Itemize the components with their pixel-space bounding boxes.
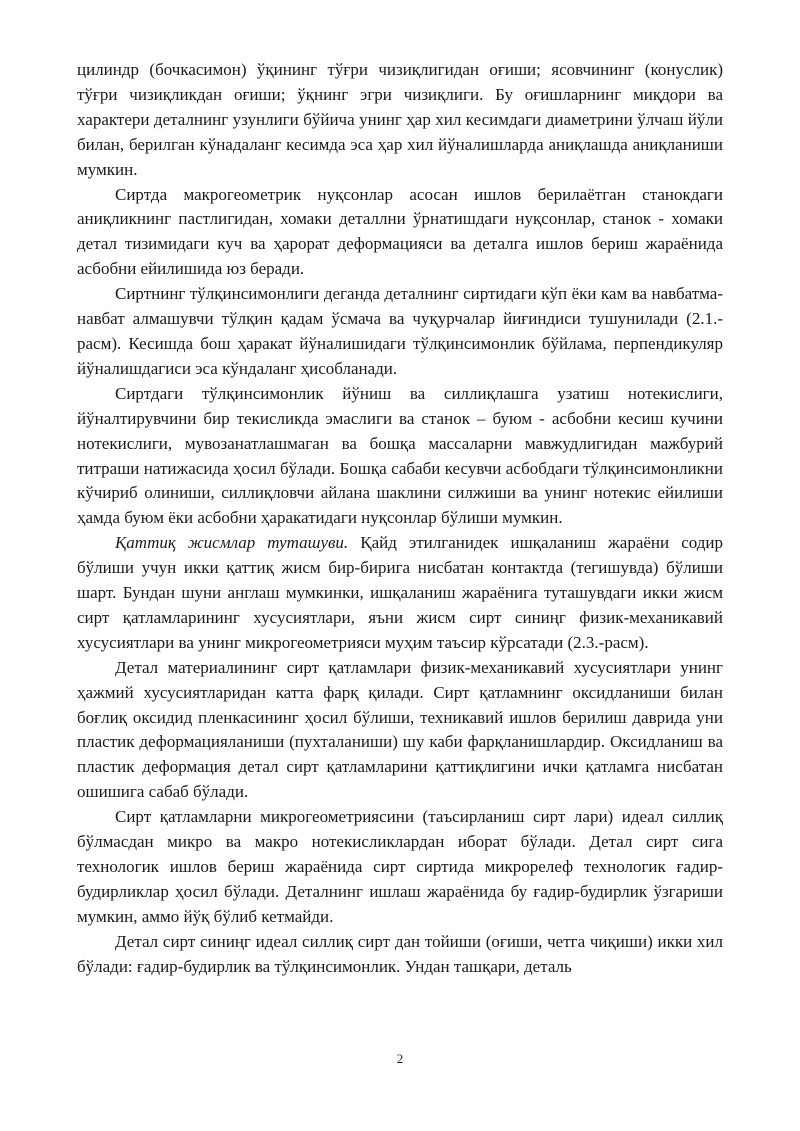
document-body: [77, 58, 723, 980]
page-number: 2: [396, 1051, 404, 1066]
paragraph-7: [77, 805, 723, 930]
paragraph-5: [77, 531, 723, 656]
paragraph-text: Қайд этилганидек ишқаланиш жараёни содир бўлиши учун икки қаттиқ жисм бир-бирига нисбатан контактда (тегишувда) бўлиши шарт. Бундан шуни англаш мумкинки, ишқаланиш жараёнига туташувдаги икки жисм сирт қатламларининг хусусиятлари, яъни жисм сирт синиңг физик-механикавий хусусиятлари ва унинг микрогеометрияси муҳим таъсир кўрсатади (2.3.-расм).: [77, 533, 723, 652]
paragraph-text: Сиртдаги тўлқинсимонлик йўниш ва силлиқлашга узатиш нотекислиги, йўналтирувчини бир текисликда эмаслиги ва станок – буюм - асбобни кесиш кучини нотекислиги, мувозанатлашмаган ва бошқа массаларни мавжудлигидан мажбурий титраши натижасида ҳосил бўлади. Бошқа сабаби кесувчи асбобдаги тўлқинсимонликни кўчириб олиниши, силлиқловчи айлана шаклини силжиши ва унинг нотекис ейилиши ҳамда буюм ёки асбобни ҳаракатидаги нуқсонлар бўлиши мумкин.: [77, 383, 723, 528]
paragraph-text: Сирт қатламларни микрогеометриясини (таъсирланиш сирт лари) идеал силлиқ бўлмасдан микро ва макро нотекисликлардан иборат бўлади. Детал сирт сига технологик ишлов бериш жараёнида сирт сиртида микрорелеф технологик ғадир-будирликлар ҳосил бўлади. Деталнинг ишлаш жараёнида бу ғадир-будирлик ўзгариши мумкин, аммо йўқ бўлиб кетмайди.: [77, 807, 723, 926]
paragraph-text: Детал сирт синиңг идеал силлиқ сирт дан тойиши (оғиши, четга чиқиши) икки хил бўлади: ғадир-будирлик ва тўлқинсимонлик. Ундан ташқари, деталь: [77, 931, 723, 976]
paragraph-8: [77, 930, 723, 980]
paragraph-6: [77, 656, 723, 805]
paragraph-4: [77, 382, 723, 531]
paragraph-text: Сиртда макрогеометрик нуқсонлар асосан ишлов берилаётган станокдаги аниқликнинг пастлигидан, хомаки деталлни ўрнатишдаги нуқсонлар, станок - хомаки детал тизимидаги куч ва ҳарорат деформацияси ва деталга ишлов бериш жараёнида асбобни ейилишида юз беради.: [77, 184, 723, 279]
paragraph-2: [77, 183, 723, 283]
paragraph-text: цилиндр (бочкасимон) ўқининг тўғри чизиқлигидан оғиши; ясовчининг (конуслик) тўғри чизиқликдан оғиши; ўқнинг эгри чизиқлиги. Бу оғишларнинг миқдори ва характери деталнинг узунлиги бўйича унинг ҳар хил кесимдаги диаметрини ўлчаш йўли билан, берилган кўнадаланг кесимда эса ҳар хил йўналишларда аниқлашда аниқланиши мумкин.: [77, 60, 723, 179]
paragraph-text: Детал материалининг сирт қатламлари физик-механикавий хусусиятлари унинг ҳажмий хусусиятларидан катта фарқ қилади. Сирт қатламнинг оксидланиши билан боғлиқ оксидид пленкасининг ҳосил бўлиши, техникавий ишлов берилиш даврида уни пластик деформацияланиши (пухталаниши) шу каби фарқланишлардир. Оксидланиш ва пластик деформация детал сирт қатламларини қаттиқлигини ички қатламга нисбатан ошишига сабаб бўлади.: [77, 657, 723, 802]
paragraph-3: [77, 282, 723, 382]
paragraph-1: [77, 58, 723, 183]
paragraph-italic-lead: Қаттиқ жисмлар туташуви.: [115, 533, 349, 553]
paragraph-text: Сиртнинг тўлқинсимонлиги деганда деталнинг сиртидаги кўп ёки кам ва навбатма-навбат алмашувчи тўлқин қадам ўсмача ва чуқурчалар йиғиндиси тушунилади (2.1.-расм). Кесишда бош ҳаракат йўналишидаги тўлқинсимонлик бўйлама, перпендикуляр йўналишдагиси эса кўндаланг ҳисобланади.: [77, 284, 723, 378]
